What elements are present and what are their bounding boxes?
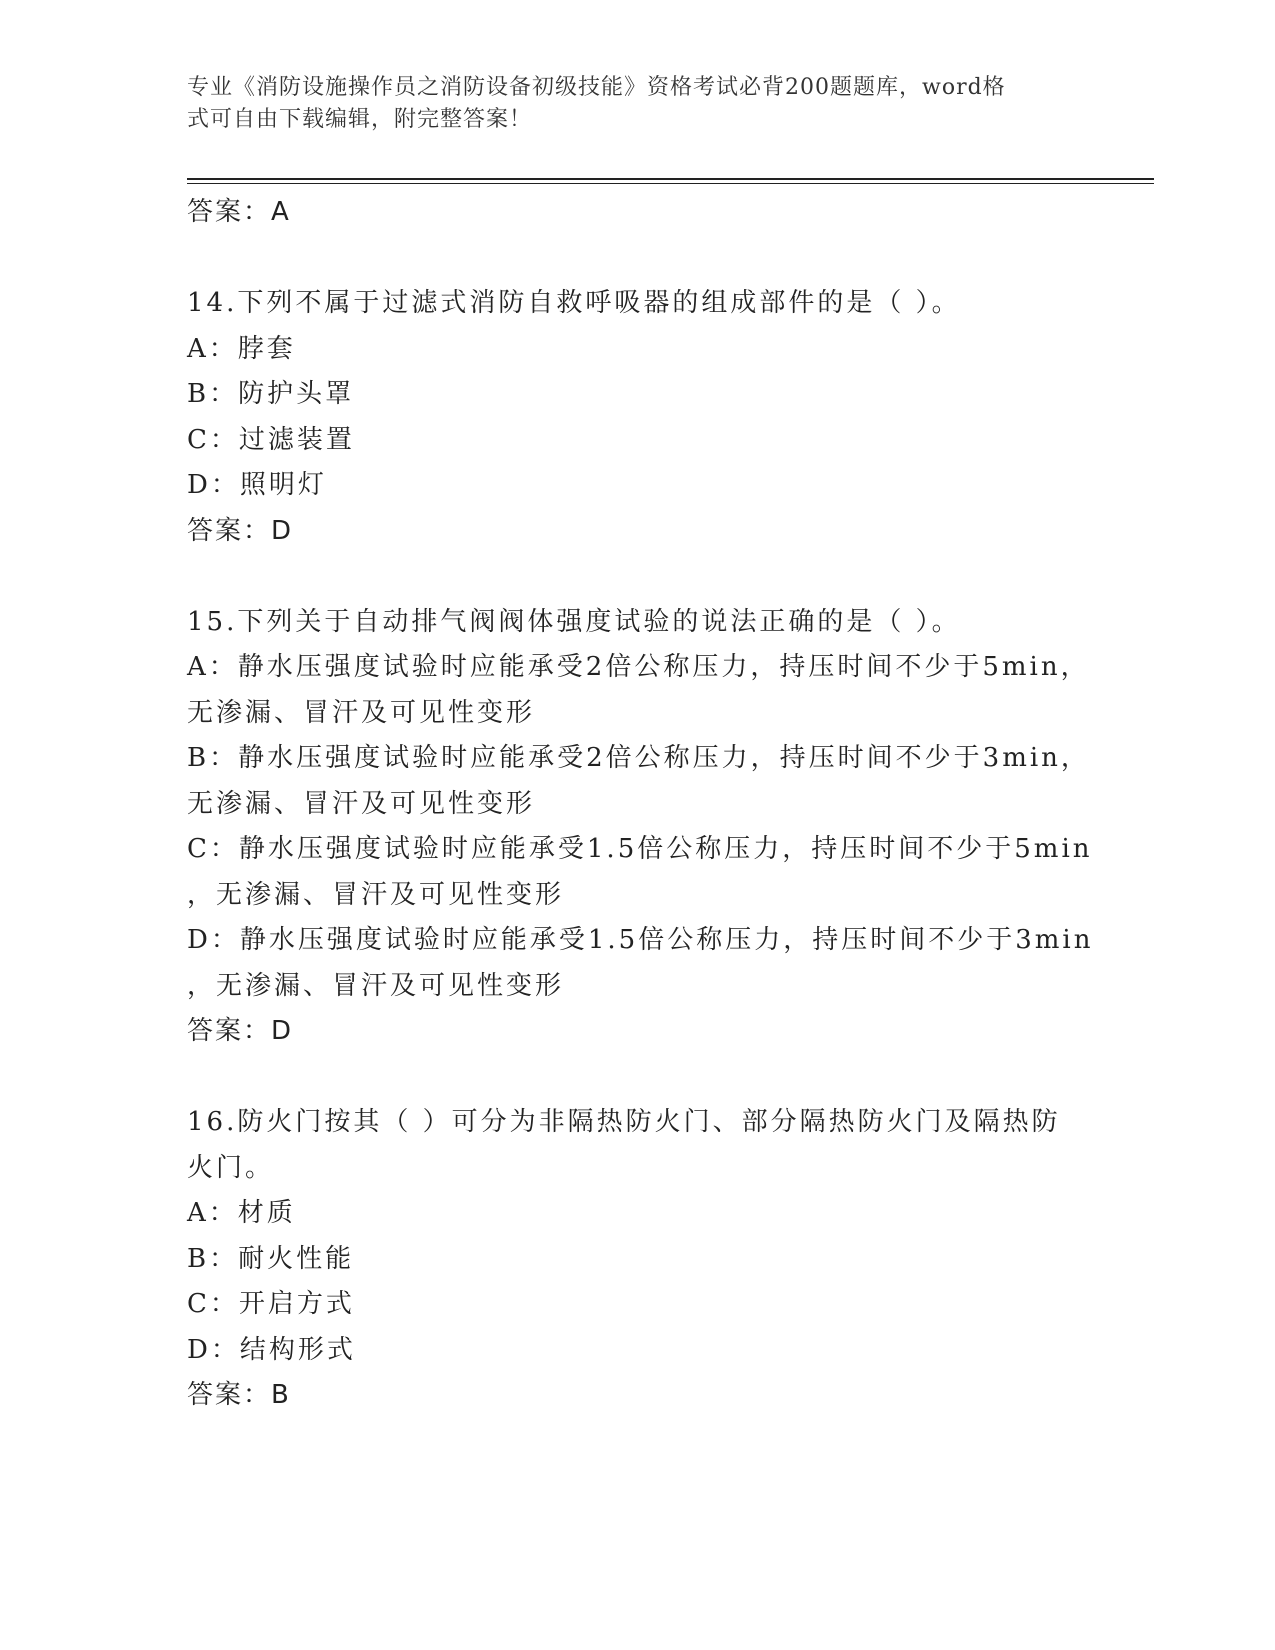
option-c-line-1: C：静水压强度试验时应能承受1.5倍公称压力，持压时间不少于5min [187, 834, 1093, 864]
answer: 答案：D [187, 515, 294, 546]
previous-answer: 答案：A [187, 197, 291, 227]
option-a-line-2: 无渗漏、冒汗及可见性变形 [187, 697, 536, 728]
option-c-line-2: ，无渗漏、冒汗及可见性变形 [187, 879, 565, 910]
question-14 [187, 281, 1087, 554]
question-text-line-2: 火门。 [187, 1152, 275, 1183]
option-a: A：材质 [187, 1198, 296, 1228]
option-b: B：耐火性能 [187, 1243, 355, 1274]
option-d: D：照明灯 [187, 470, 327, 500]
header-divider-thick [187, 178, 1154, 180]
question-list [187, 190, 1094, 1419]
option-a: A：脖套 [187, 333, 296, 364]
option-a-line-1: A：静水压强度试验时应能承受2倍公称压力，持压时间不少于5min， [187, 652, 1090, 682]
question-text-line-1: 16.防火门按其（ ）可分为非隔热防火门、部分隔热防火门及隔热防 [187, 1107, 1061, 1137]
spacer [187, 236, 1087, 282]
option-c: C：过滤装置 [187, 424, 355, 455]
question-16 [187, 1100, 1087, 1419]
header-line-2: 式可自由下载编辑，附完整答案！ [187, 107, 533, 132]
question-text: 14.下列不属于过滤式消防自救呼吸器的组成部件的是（ ）。 [187, 288, 961, 318]
option-d-line-2: ，无渗漏、冒汗及可见性变形 [187, 970, 565, 1001]
answer: 答案：B [187, 1380, 291, 1410]
document-header [187, 72, 1067, 136]
answer: 答案：D [187, 1016, 294, 1046]
option-c: C：开启方式 [187, 1289, 355, 1319]
spacer [187, 1055, 1087, 1101]
header-line-1: 专业《消防设施操作员之消防设备初级技能》资格考试必背200题题库，word格 [187, 75, 1006, 100]
option-b-line-1: B：静水压强度试验时应能承受2倍公称压力，持压时间不少于3min， [187, 743, 1090, 773]
spacer [187, 554, 1087, 600]
question-15 [187, 600, 1094, 1055]
option-d-line-1: D：静水压强度试验时应能承受1.5倍公称压力，持压时间不少于3min [187, 925, 1094, 955]
header-divider-thin [187, 183, 1154, 184]
option-d: D：结构形式 [187, 1334, 356, 1365]
option-b: B：防护头罩 [187, 379, 355, 409]
question-text: 15.下列关于自动排气阀阀体强度试验的说法正确的是（ ）。 [187, 606, 961, 637]
option-b-line-2: 无渗漏、冒汗及可见性变形 [187, 788, 536, 819]
